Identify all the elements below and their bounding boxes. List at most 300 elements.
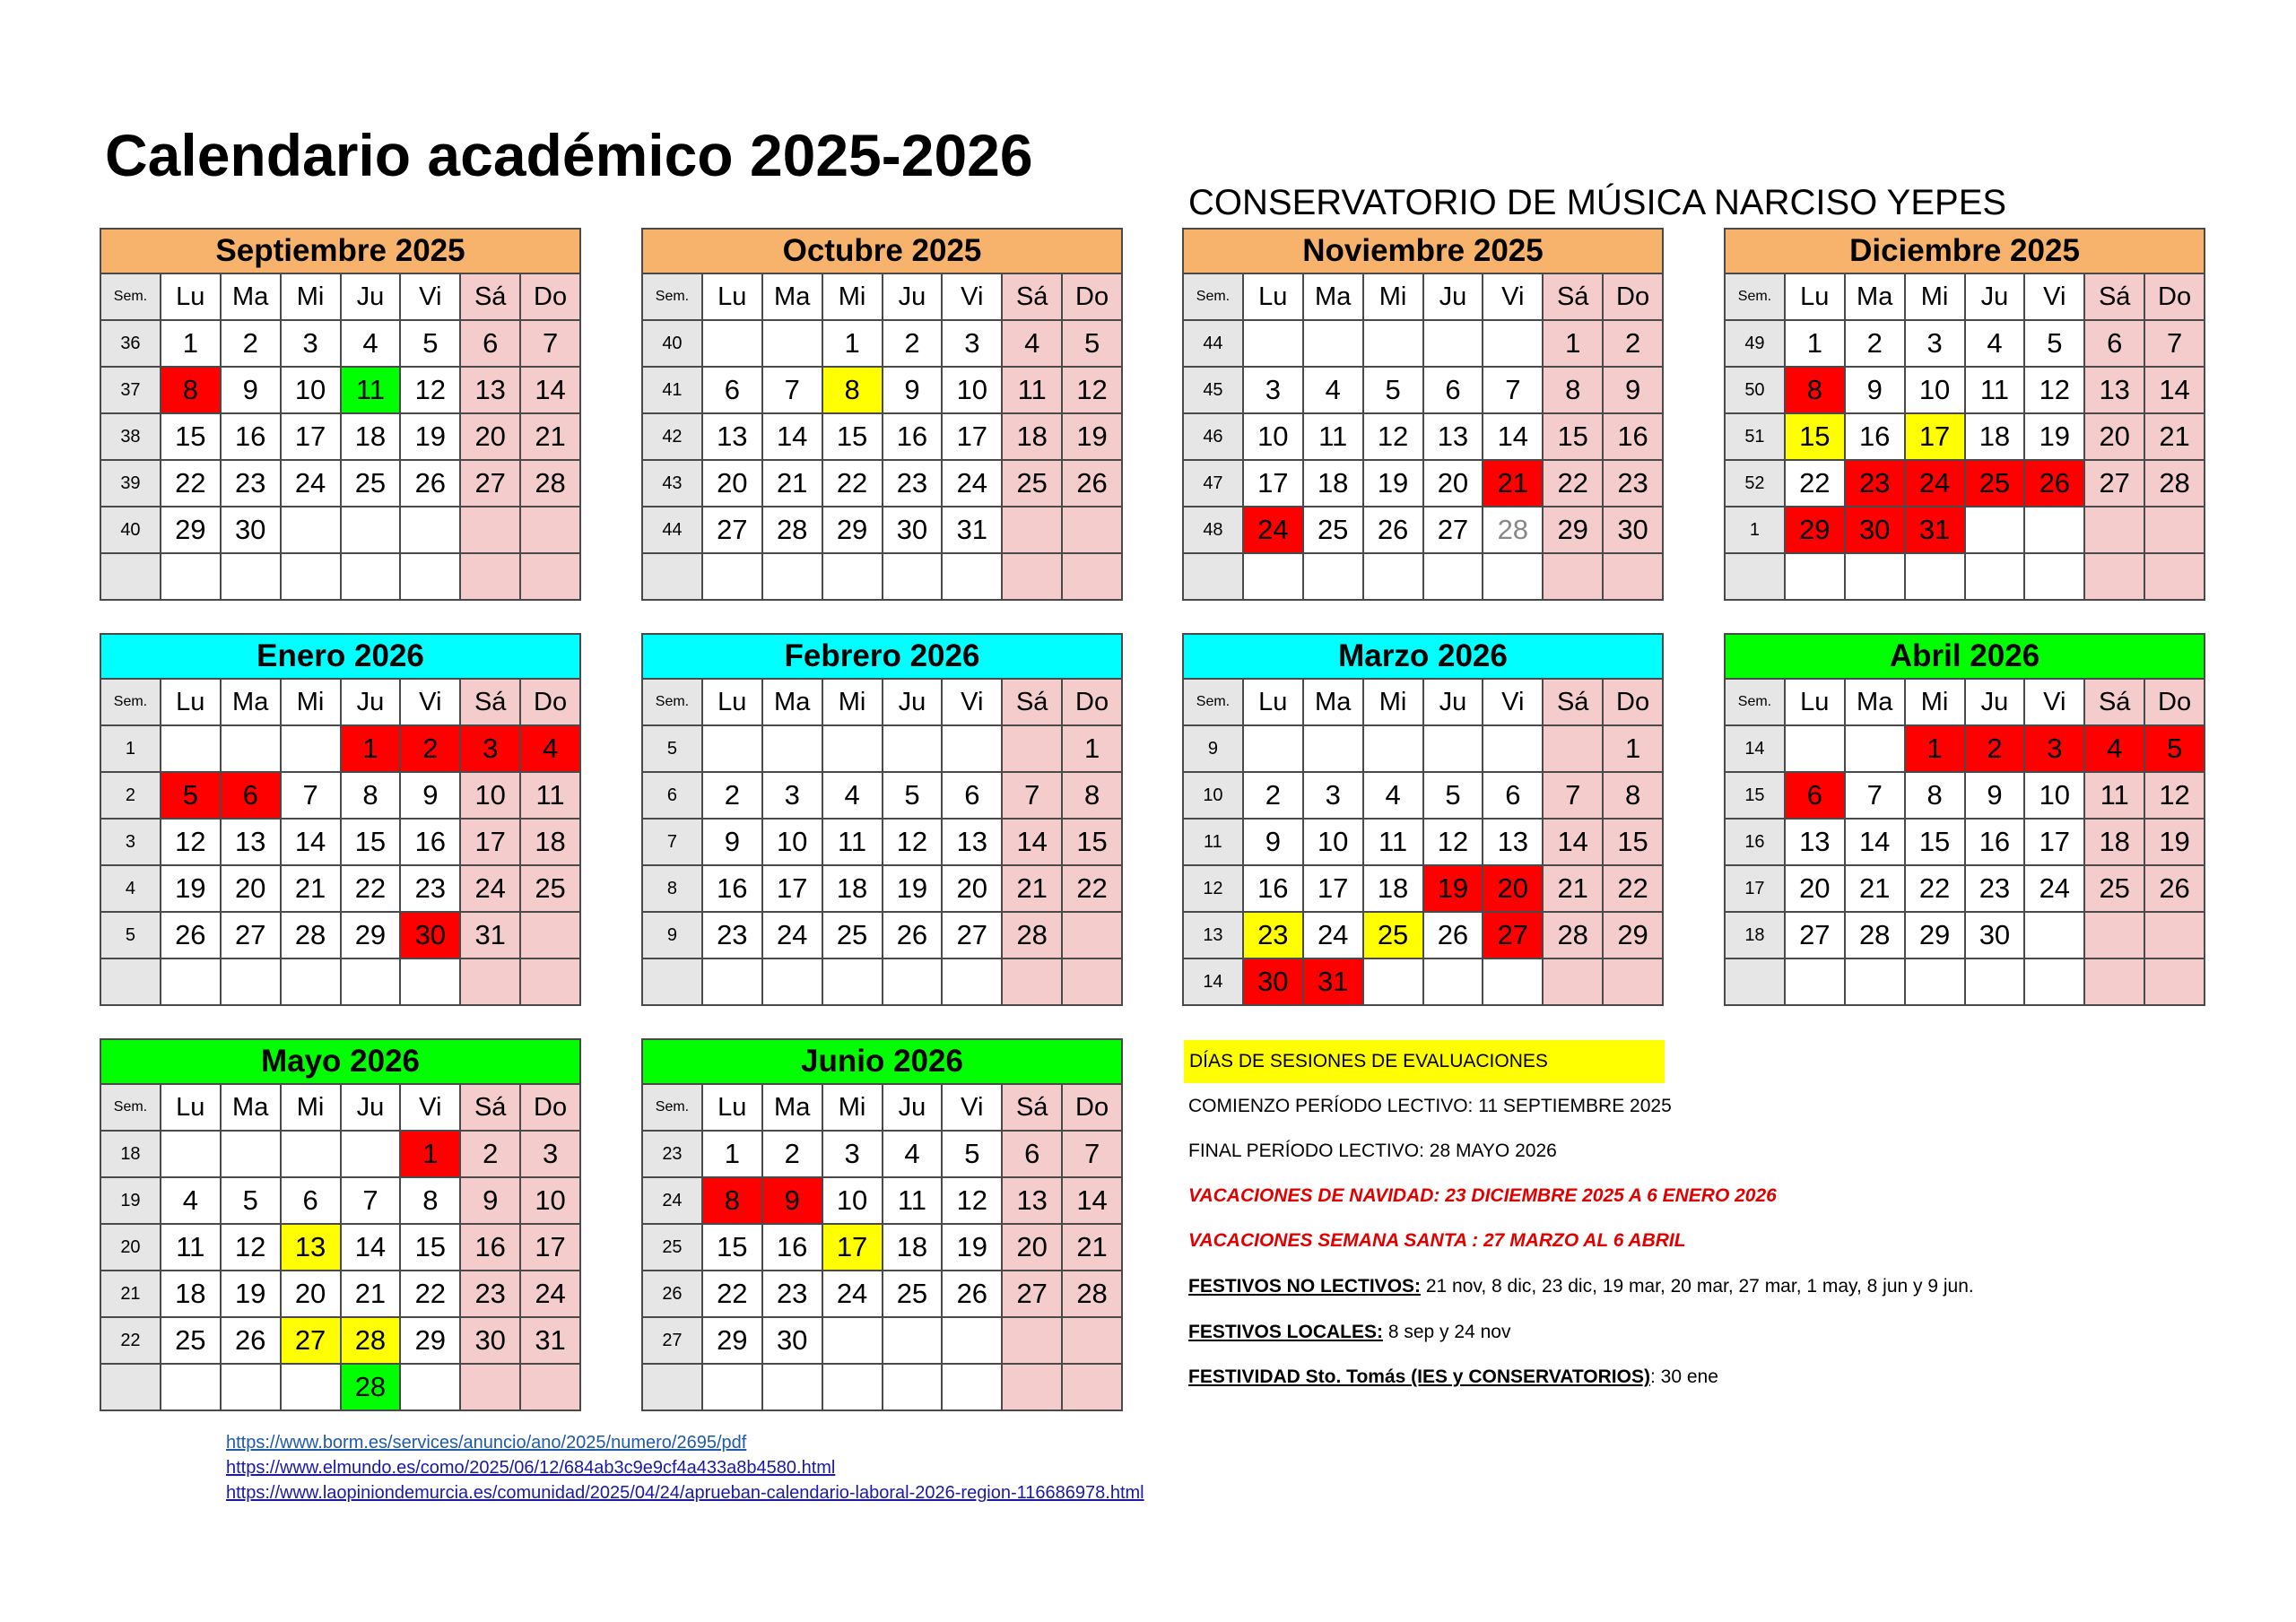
week-row [642,367,1122,413]
day-cell: 24 [822,1271,883,1317]
day-cell: 31 [460,912,520,958]
week-row [100,725,580,772]
legend-final: FINAL PERÍODO LECTIVO: 28 MAYO 2026 [1188,1141,1557,1161]
day-cell [1002,1364,1062,1410]
day-cell: 18 [1363,865,1423,912]
day-header: Mi [1905,273,1965,320]
day-cell: 25 [1965,460,2025,507]
day-cell [942,725,1002,772]
day-cell [161,1364,221,1410]
day-cell: 12 [221,1224,281,1271]
week-number: 4 [100,865,161,912]
day-header: Ju [1423,679,1483,725]
day-cell: 24 [942,460,1002,507]
link-laopinion[interactable]: https://www.laopiniondemurcia.es/comunidad/2025/04/24/aprueban-calendario-laboral-2026-region-116686978.html [226,1483,1144,1503]
day-cell: 16 [702,865,762,912]
day-header: Vi [942,1084,1002,1131]
week-number [1725,553,1785,600]
day-cell: 17 [1905,413,1965,460]
day-cell [1363,725,1423,772]
day-cell: 8 [1062,772,1122,819]
day-cell [1002,958,1062,1005]
day-cell: 3 [942,320,1002,367]
week-number [642,553,702,600]
day-cell [341,553,401,600]
week-row [100,1177,580,1224]
day-cell [1543,553,1603,600]
week-number: 42 [642,413,702,460]
week-row [1725,553,2205,600]
link-elmundo[interactable]: https://www.elmundo.es/como/2025/06/12/684ab3c9e9cf4a433a8b4580.html [226,1458,836,1478]
day-cell: 30 [400,912,460,958]
week-number: 52 [1725,460,1785,507]
week-row [1183,413,1663,460]
day-cell: 4 [1002,320,1062,367]
day-cell [1002,553,1062,600]
day-cell: 15 [1062,819,1122,865]
day-cell: 7 [1845,772,1905,819]
week-row [642,865,1122,912]
week-row [100,1131,580,1177]
day-cell: 28 [281,912,341,958]
month-2 [1182,228,1664,601]
day-cell [520,507,580,553]
day-cell [221,1364,281,1410]
week-number: 7 [642,819,702,865]
day-cell: 1 [341,725,401,772]
day-cell: 25 [822,912,883,958]
day-header: Lu [1243,273,1303,320]
day-cell: 4 [520,725,580,772]
day-cell: 16 [221,413,281,460]
week-number: 39 [100,460,161,507]
week-row [1183,865,1663,912]
day-cell [1785,725,1845,772]
day-cell [762,958,822,1005]
day-header: Mi [281,273,341,320]
week-number: 6 [642,772,702,819]
day-cell [1845,958,1905,1005]
week-row [642,1224,1122,1271]
week-row [1183,725,1663,772]
day-cell: 13 [2084,367,2144,413]
day-cell: 6 [281,1177,341,1224]
day-cell: 20 [1483,865,1543,912]
week-row [642,507,1122,553]
day-cell: 24 [1243,507,1303,553]
week-number: 11 [1183,819,1243,865]
week-number: 14 [1183,958,1243,1005]
day-cell [400,507,460,553]
month-title: Marzo 2026 [1183,634,1663,679]
day-cell: 9 [460,1177,520,1224]
day-cell: 19 [1423,865,1483,912]
day-cell: 9 [1243,819,1303,865]
day-header: Sem. [1725,679,1785,725]
day-header: Ma [221,273,281,320]
day-cell [2084,912,2144,958]
day-cell: 17 [942,413,1002,460]
month-title: Febrero 2026 [642,634,1122,679]
day-cell [1603,553,1663,600]
day-cell: 12 [1062,367,1122,413]
day-cell: 2 [883,320,943,367]
day-cell [1483,320,1543,367]
day-cell [1423,725,1483,772]
day-cell [702,725,762,772]
day-cell [1363,553,1423,600]
day-cell: 2 [1965,725,2025,772]
day-cell: 9 [400,772,460,819]
day-header: Sem. [642,679,702,725]
day-cell: 26 [400,460,460,507]
week-number: 49 [1725,320,1785,367]
week-row [1725,367,2205,413]
day-cell: 5 [883,772,943,819]
day-cell [520,553,580,600]
day-cell [1243,320,1303,367]
day-cell: 8 [341,772,401,819]
day-header: Sá [1002,1084,1062,1131]
day-header: Ma [762,273,822,320]
week-row [1183,320,1663,367]
day-cell: 5 [400,320,460,367]
week-number: 24 [642,1177,702,1224]
day-cell [2144,958,2205,1005]
day-cell: 30 [883,507,943,553]
day-cell: 11 [1303,413,1363,460]
day-cell: 23 [221,460,281,507]
day-cell: 25 [883,1271,943,1317]
day-cell: 26 [2144,865,2205,912]
day-cell: 22 [1543,460,1603,507]
week-number: 14 [1725,725,1785,772]
day-cell [1243,553,1303,600]
day-cell: 16 [883,413,943,460]
day-cell: 26 [161,912,221,958]
week-number: 5 [642,725,702,772]
day-header: Mi [822,679,883,725]
day-cell: 12 [1423,819,1483,865]
week-number: 20 [100,1224,161,1271]
day-cell: 4 [883,1131,943,1177]
week-number [642,1364,702,1410]
day-cell: 7 [281,772,341,819]
day-header: Sem. [100,1084,161,1131]
day-cell: 4 [1303,367,1363,413]
day-header: Sá [1002,679,1062,725]
day-cell [762,1364,822,1410]
day-cell: 6 [221,772,281,819]
day-cell: 11 [2084,772,2144,819]
day-cell: 6 [702,367,762,413]
day-cell: 4 [341,320,401,367]
day-cell: 12 [400,367,460,413]
day-cell: 6 [1785,772,1845,819]
day-cell: 1 [1603,725,1663,772]
week-row [642,413,1122,460]
day-cell: 11 [1002,367,1062,413]
day-cell: 16 [460,1224,520,1271]
day-cell [1543,958,1603,1005]
day-cell [942,553,1002,600]
day-cell: 29 [341,912,401,958]
day-cell: 1 [1785,320,1845,367]
day-cell: 21 [1062,1224,1122,1271]
day-cell [2144,912,2205,958]
day-cell: 18 [2084,819,2144,865]
day-cell: 31 [520,1317,580,1364]
day-cell: 12 [883,819,943,865]
day-cell: 25 [2084,865,2144,912]
day-cell: 10 [2024,772,2084,819]
day-cell [341,507,401,553]
month-title: Septiembre 2025 [100,229,580,273]
day-cell: 7 [1062,1131,1122,1177]
day-header: Vi [2024,273,2084,320]
month-6 [1182,633,1664,1006]
week-number: 47 [1183,460,1243,507]
week-row [100,460,580,507]
day-header: Vi [942,273,1002,320]
day-cell: 19 [1062,413,1122,460]
week-number: 9 [1183,725,1243,772]
day-cell: 7 [1483,367,1543,413]
month-1 [641,228,1123,601]
day-cell: 14 [762,413,822,460]
week-row [642,958,1122,1005]
day-header: Vi [400,1084,460,1131]
day-cell: 2 [1603,320,1663,367]
day-cell: 15 [161,413,221,460]
week-number: 51 [1725,413,1785,460]
day-cell [2084,553,2144,600]
day-cell [822,1364,883,1410]
day-cell: 7 [341,1177,401,1224]
day-cell: 28 [1543,912,1603,958]
day-cell [1965,507,2025,553]
day-cell [1483,553,1543,600]
day-cell: 10 [520,1177,580,1224]
day-cell: 15 [1603,819,1663,865]
week-row [1183,819,1663,865]
day-cell: 14 [520,367,580,413]
day-cell: 29 [702,1317,762,1364]
day-cell: 2 [702,772,762,819]
day-header: Do [2144,273,2205,320]
week-row [642,819,1122,865]
day-header: Sem. [1183,273,1243,320]
day-header: Sem. [100,679,161,725]
week-number [100,553,161,600]
day-cell [221,725,281,772]
day-cell [883,725,943,772]
legend-navidad: VACACIONES DE NAVIDAD: 23 DICIEMBRE 2025 A 6 ENERO 2026 [1188,1185,1777,1206]
day-header: Sá [2084,273,2144,320]
day-cell: 28 [1845,912,1905,958]
day-cell: 3 [2024,725,2084,772]
day-cell [822,553,883,600]
day-cell [1483,725,1543,772]
day-cell: 25 [341,460,401,507]
week-number: 23 [642,1131,702,1177]
week-row [1183,367,1663,413]
week-row [100,320,580,367]
day-cell: 24 [1303,912,1363,958]
week-number: 38 [100,413,161,460]
day-cell: 22 [1062,865,1122,912]
day-cell [281,958,341,1005]
week-row [100,912,580,958]
week-row [642,1317,1122,1364]
day-cell: 11 [822,819,883,865]
day-cell: 11 [520,772,580,819]
day-cell: 6 [1002,1131,1062,1177]
day-cell: 13 [1423,413,1483,460]
day-header: Do [520,273,580,320]
day-cell: 24 [281,460,341,507]
day-cell [702,1364,762,1410]
day-cell [520,1364,580,1410]
day-cell: 4 [161,1177,221,1224]
day-cell: 25 [161,1317,221,1364]
day-header: Do [1062,273,1122,320]
day-cell: 26 [942,1271,1002,1317]
day-cell: 8 [1603,772,1663,819]
day-cell: 25 [1363,912,1423,958]
day-cell: 23 [460,1271,520,1317]
festivos-value: 21 nov, 8 dic, 23 dic, 19 mar, 20 mar, 27 mar, 1 may, 8 jun y 9 jun. [1421,1276,1974,1297]
day-header: Lu [161,273,221,320]
day-header: Sem. [1725,273,1785,320]
day-cell: 3 [1905,320,1965,367]
day-cell: 8 [822,367,883,413]
day-header: Do [520,679,580,725]
day-cell: 24 [460,865,520,912]
day-cell [1062,1317,1122,1364]
day-cell: 8 [1543,367,1603,413]
day-cell [520,958,580,1005]
day-header: Sem. [100,273,161,320]
day-cell: 28 [1002,912,1062,958]
day-header: Lu [161,679,221,725]
day-cell: 18 [1002,413,1062,460]
legend-festivos-locales [1188,1322,1510,1343]
day-cell: 1 [702,1131,762,1177]
day-cell: 23 [1603,460,1663,507]
tomas-label: FESTIVIDAD Sto. Tomás (IES y CONSERVATORIOS) [1188,1366,1650,1387]
day-cell: 19 [2144,819,2205,865]
day-cell [762,553,822,600]
week-row [100,1271,580,1317]
day-cell: 8 [161,367,221,413]
day-cell: 18 [883,1224,943,1271]
day-cell: 9 [1603,367,1663,413]
week-row [1183,507,1663,553]
day-cell: 27 [942,912,1002,958]
month-title: Octubre 2025 [642,229,1122,273]
day-cell: 3 [1303,772,1363,819]
day-cell: 17 [1303,865,1363,912]
day-cell: 1 [400,1131,460,1177]
day-cell [762,725,822,772]
day-cell [1062,958,1122,1005]
day-cell: 22 [1603,865,1663,912]
day-cell [1603,958,1663,1005]
day-cell: 14 [1483,413,1543,460]
day-cell: 20 [1002,1224,1062,1271]
day-cell: 11 [1965,367,2025,413]
day-cell: 21 [2144,413,2205,460]
day-cell [1845,725,1905,772]
day-cell [1243,725,1303,772]
day-cell [281,553,341,600]
day-cell: 5 [1062,320,1122,367]
day-cell: 13 [942,819,1002,865]
week-number: 48 [1183,507,1243,553]
week-number: 1 [1725,507,1785,553]
week-row [642,460,1122,507]
day-cell: 9 [221,367,281,413]
day-cell [161,1131,221,1177]
week-row [642,1364,1122,1410]
week-number: 16 [1725,819,1785,865]
day-cell [1423,320,1483,367]
day-header: Ma [221,1084,281,1131]
day-cell [702,958,762,1005]
day-cell: 23 [1965,865,2025,912]
day-header: Sá [460,273,520,320]
week-row [642,772,1122,819]
day-header: Ju [883,1084,943,1131]
day-cell: 5 [942,1131,1002,1177]
day-header: Ju [1423,273,1483,320]
day-cell: 19 [883,865,943,912]
day-cell: 21 [1483,460,1543,507]
day-cell: 19 [942,1224,1002,1271]
day-header: Vi [400,273,460,320]
day-cell [1002,507,1062,553]
month-title: Diciembre 2025 [1725,229,2205,273]
day-cell: 23 [702,912,762,958]
day-cell: 10 [822,1177,883,1224]
day-cell: 2 [221,320,281,367]
day-cell: 22 [161,460,221,507]
day-cell: 9 [883,367,943,413]
week-number: 10 [1183,772,1243,819]
day-cell: 27 [1423,507,1483,553]
day-cell: 28 [520,460,580,507]
day-cell: 30 [1243,958,1303,1005]
day-cell: 12 [1363,413,1423,460]
day-header: Ma [762,1084,822,1131]
day-header: Vi [1483,273,1543,320]
day-cell: 11 [883,1177,943,1224]
week-row [642,1131,1122,1177]
day-cell: 23 [1243,912,1303,958]
day-cell: 26 [1423,912,1483,958]
day-cell: 16 [1243,865,1303,912]
day-cell: 1 [1062,725,1122,772]
link-borm[interactable]: https://www.borm.es/services/anuncio/ano/2025/numero/2695/pdf [226,1433,747,1453]
day-cell [883,958,943,1005]
day-cell: 29 [1905,912,1965,958]
day-cell: 11 [341,367,401,413]
day-cell: 2 [1845,320,1905,367]
day-cell: 13 [460,367,520,413]
day-cell: 8 [1905,772,1965,819]
day-cell: 28 [1062,1271,1122,1317]
